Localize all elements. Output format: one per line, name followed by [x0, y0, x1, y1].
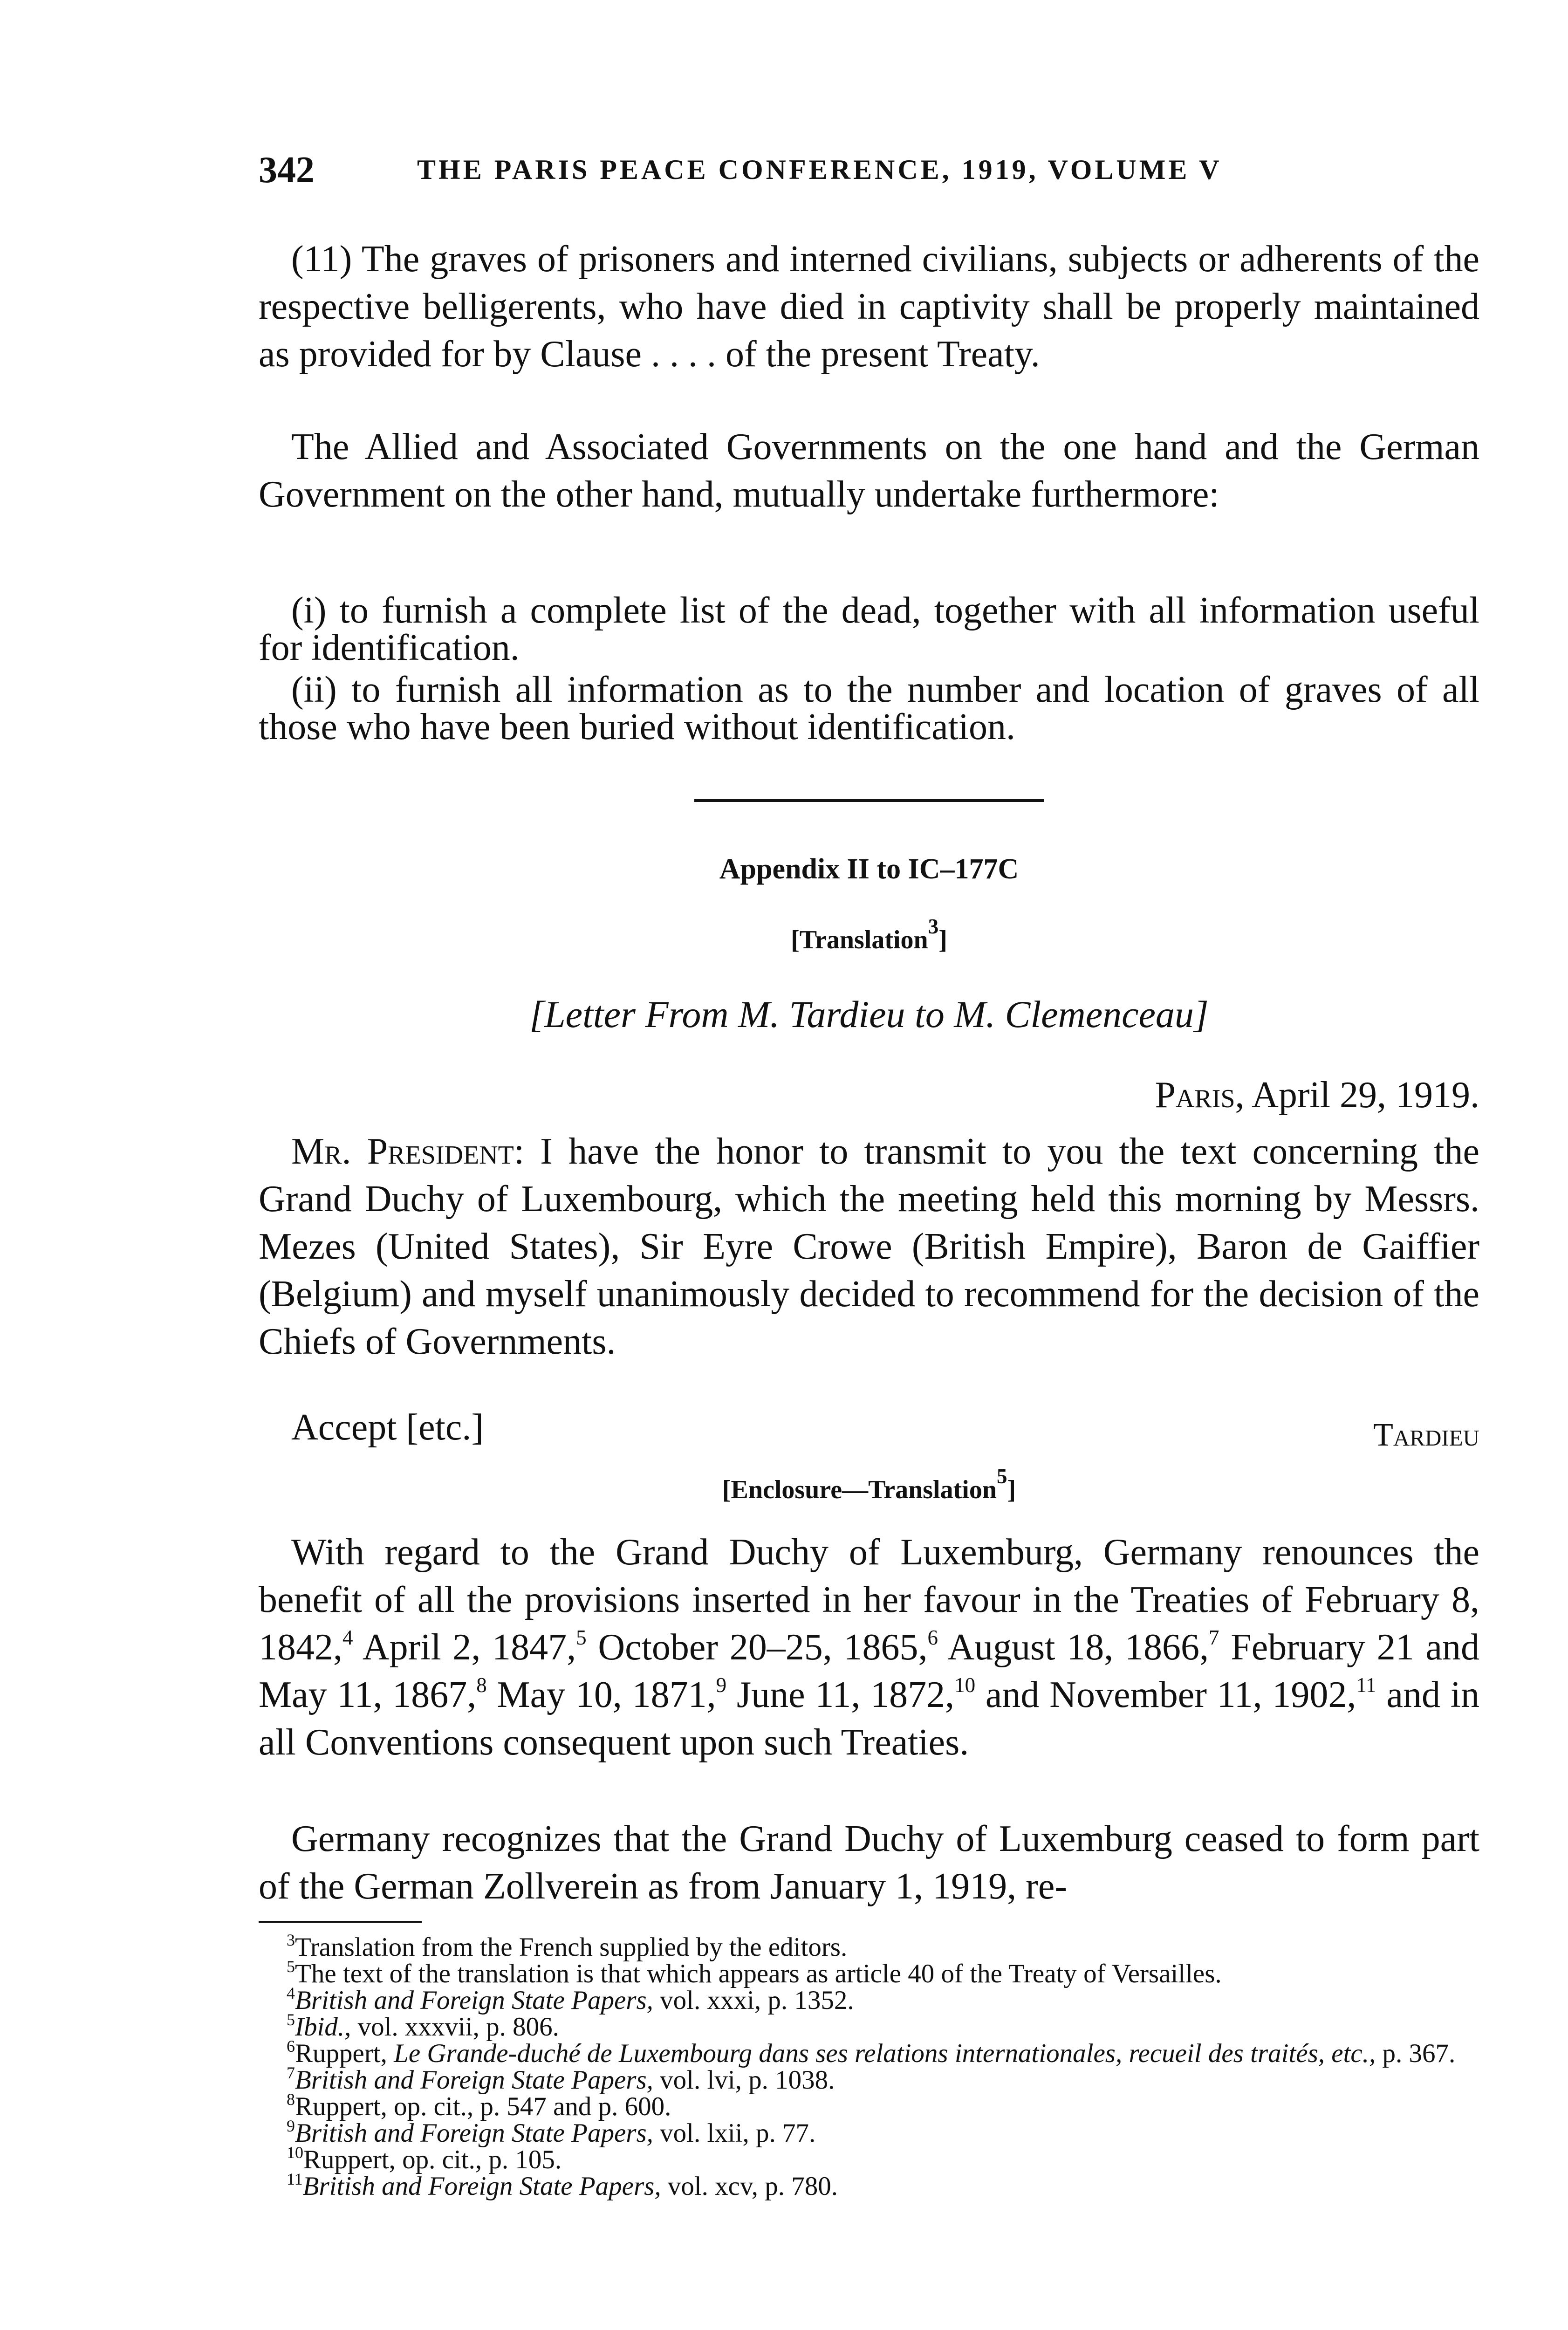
footnote-mark: 5 [287, 1957, 295, 1976]
enclosure-label: [Enclosure—Translation$^5$] [722, 1465, 1016, 1504]
text-run: April 2, 1847, [353, 1627, 576, 1668]
footnote [259, 2037, 1479, 2068]
footnote-mark: 8 [287, 2090, 295, 2109]
footnote [259, 2063, 1479, 2095]
footnote-source: British and Foreign State Papers, [302, 2172, 661, 2201]
footnote-ref: 9 [716, 1673, 727, 1697]
footnote-source: British and Foreign State Papers, [295, 2065, 653, 2095]
footnote-text: Translation from the French supplied by the editors. [295, 1933, 848, 1962]
footnote-source: British and Foreign State Papers, [295, 1986, 653, 2015]
paragraph-undertaking: The Allied and Associated Governments on the one hand and the German Government on the other hand, mutually undertake furthermore: [259, 426, 1479, 515]
text-run: and in all Conventions consequent upon such Treaties. [259, 1674, 1480, 1763]
footnote-text: vol. lxii, p. 77. [653, 2118, 816, 2148]
footnote-text: Ruppert, op. cit., p. 105. [303, 2145, 562, 2174]
section-divider [694, 799, 1044, 802]
footnote-mark: 4 [287, 1984, 295, 2002]
footnote-ref: 5 [576, 1626, 587, 1649]
footnote-text: The text of the translation is that which appears as article 40 of the Treaty of Versailles. [295, 1959, 1222, 1988]
footnote [259, 1957, 1479, 1988]
footnote-author: Ruppert, [295, 2039, 394, 2068]
footnotes [259, 1931, 1479, 2201]
closing: Accept [etc.] [291, 1407, 484, 1448]
letter-body [259, 1128, 1479, 1365]
footnote-ref: 5 [996, 1465, 1007, 1488]
footnote-ref: 10 [954, 1673, 976, 1697]
enclosure-paragraph-1 [259, 1528, 1479, 1766]
footnote [259, 2117, 1479, 2148]
footnote [259, 2143, 1479, 2174]
footnote-source: Le Grande-duché de Luxembourg dans ses relations internationales, recueil des traités, etc., [394, 2039, 1376, 2068]
footnote-text: Ruppert, op. cit., p. 547 and p. 600. [295, 2092, 671, 2121]
footnote [259, 1931, 1479, 1962]
text-run: June 11, 1872, [726, 1674, 955, 1715]
text-run: May 10, 1871, [486, 1674, 716, 1715]
footnote-text: vol. xcv, p. 780. [661, 2172, 838, 2201]
translation-label: [Translation$^3$] [791, 915, 947, 954]
enclosure-label-text: [Enclosure—Translation [722, 1475, 997, 1504]
text-run: August 18, 1866, [938, 1627, 1209, 1668]
paragraph-11: (11) The graves of prisoners and interned civilians, subjects or adherents of the respective belligerents, who have died in captivity shall be properly maintained as provided for by Clause . . . . of the present Treaty. [259, 239, 1479, 375]
footnote-text: vol. xxxi, p. 1352. [653, 1986, 854, 2015]
footnote-ref: 4 [342, 1626, 353, 1649]
list-item-ii: (ii) to furnish all information as to the number and location of graves of all those who have been buried without identification. [259, 669, 1479, 747]
footnote-mark: 10 [287, 2143, 303, 2162]
footnote-mark: 3 [287, 1931, 295, 1949]
text-run: and November 11, 1902, [975, 1674, 1356, 1715]
footnote-mark: 6 [287, 2037, 295, 2056]
salutation: Mr. President: [291, 1131, 525, 1172]
footnote-ref: 6 [927, 1626, 938, 1649]
footnote-ref: 3 [928, 915, 939, 938]
footnote-mark: 9 [287, 2117, 295, 2135]
footnote-source: Ibid., [295, 2012, 351, 2042]
footnote-ref: 8 [476, 1673, 487, 1697]
enclosure-paragraph-2: Germany recognizes that the Grand Duchy of Luxemburg ceased to form part of the German Zollverein as from January 1, 1919, re- [259, 1818, 1479, 1907]
text-run: With regard to the Grand Duchy of Luxemburg, Germany renounces the benefit of all the provisions inserted in her favour in the Treaties of February 8, 1842, [259, 1532, 1479, 1668]
footnote-mark: 11 [287, 2170, 303, 2188]
footnote-rule [259, 1921, 422, 1923]
dateline-city: Paris, [1155, 1075, 1245, 1116]
dateline [1155, 1074, 1479, 1117]
list-item-i: (i) to furnish a complete list of the dead, together with all information useful for identification. [259, 590, 1479, 668]
footnote-ref: 7 [1208, 1626, 1219, 1649]
footnote [259, 1984, 1479, 2015]
appendix-title: Appendix II to IC–177C [719, 853, 1019, 885]
dateline-date: April 29, 1919. [1252, 1075, 1479, 1116]
footnote-text: p. 367. [1376, 2039, 1456, 2068]
footnote-text: vol. lvi, p. 1038. [653, 2065, 835, 2095]
translation-label-text: [Translation [791, 925, 928, 954]
running-head [259, 149, 1479, 205]
footnote-mark: 7 [287, 2063, 295, 2082]
text-run: February 21 and May 11, 1867, [259, 1627, 1480, 1715]
footnote-mark: 5 [287, 2010, 295, 2029]
running-title: THE PARIS PEACE CONFERENCE, 1919, VOLUME V [417, 154, 1222, 185]
footnote-source: British and Foreign State Papers, [295, 2118, 653, 2148]
text-run: October 20–25, 1865, [586, 1627, 928, 1668]
footnote-ref: 11 [1356, 1673, 1376, 1697]
letter-text: I have the honor to transmit to you the text concerning the Grand Duchy of Luxembourg, which the meeting held this morning by Messrs. Mezes (United States), Sir Eyre Crowe (British Empire), Baron de Gaiffier (Belgium) and myself unanimously decided to recommend for the decision of the Chiefs of Governments. [259, 1131, 1479, 1362]
footnote-text: vol. xxxvii, p. 806. [351, 2012, 559, 2042]
signature: Tardieu [1373, 1417, 1479, 1453]
footnote [259, 2170, 1479, 2201]
page-number: 342 [259, 150, 315, 191]
footnote [259, 2010, 1479, 2042]
letter-title: [Letter From M. Tardieu to M. Clemenceau] [529, 993, 1209, 1035]
footnote [259, 2090, 1479, 2121]
